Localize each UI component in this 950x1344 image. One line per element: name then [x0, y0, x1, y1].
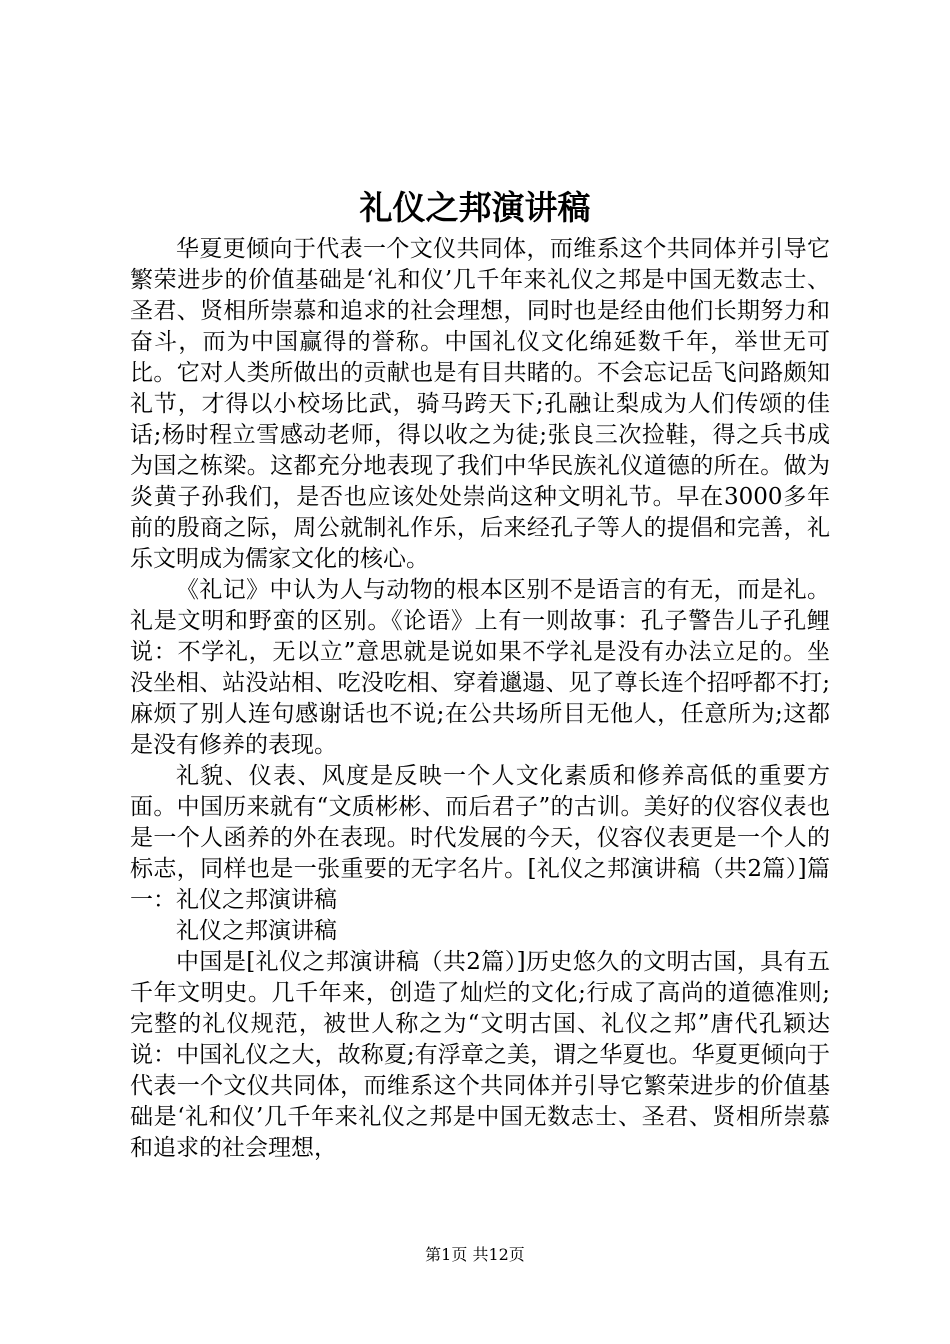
body-paragraph: 中国是[礼仪之邦演讲稿（共2篇）]历史悠久的文明古国，具有五千年文明史。几千年来，创造了灿烂的文化;行成了高尚的道德准则;完整的礼仪规范，被世人称之为“文明古国、礼仪之邦”唐代孔颖达说：中国礼仪之大，故称夏;有浮章之美，谓之华夏也。华夏更倾向于代表一个文仪共同体，而维系这个共同体并引导它繁荣进步的价值基础是‘礼和仪’几千年来礼仪之邦是中国无数志士、圣君、贤相所崇慕和追求的社会理想，	[130, 949, 830, 1161]
body-paragraph: 华夏更倾向于代表一个文仪共同体，而维系这个共同体并引导它繁荣进步的价值基础是‘礼和仪’几千年来礼仪之邦是中国无数志士、圣君、贤相所崇慕和追求的社会理想，同时也是经由他们长期努力和奋斗，而为中国赢得的誉称。中国礼仪文化绵延数千年，举世无可比。它对人类所做出的贡献也是有目共睹的。不会忘记岳飞问路颇知礼节，才得以小校场比武，骑马跨天下;孔融让梨成为人们传颂的佳话;杨时程立雪感动老师，得以收之为徒;张良三次捡鞋，得之兵书成为国之栋梁。这都充分地表现了我们中华民族礼仪道德的所在。做为炎黄子孙我们，是否也应该处处崇尚这种文明礼节。早在3000多年前的殷商之际，周公就制礼作乐，后来经孔子等人的提倡和完善，礼乐文明成为儒家文化的核心。	[130, 236, 830, 572]
section-subheading: 礼仪之邦演讲稿	[176, 918, 337, 944]
document-body	[130, 234, 830, 1164]
page-number-footer: 第1页 共12页	[425, 1245, 525, 1264]
body-paragraph: 礼貌、仪表、风度是反映一个人文化素质和修养高低的重要方面。中国历来就有“文质彬彬、而后君子”的古训。美好的仪容仪表也是一个人函养的外在表现。时代发展的今天，仪容仪表更是一个人的标志，同样也是一张重要的无字名片。[礼仪之邦演讲稿（共2篇）]篇一：礼仪之邦演讲稿	[130, 763, 830, 913]
document-title: 礼仪之邦演讲稿	[359, 188, 591, 227]
body-paragraph: 《礼记》中认为人与动物的根本区别不是语言的有无，而是礼。礼是文明和野蛮的区别。《论语》上有一则故事：孔子警告儿子孔鲤说：不学礼，无以立”意思就是说如果不学礼是没有办法立足的。坐没坐相、站没站相、吃没吃相、穿着邋遢、见了尊长连个招呼都不打;麻烦了别人连句感谢话也不说;在公共场所目无他人，任意所为;这都是没有修养的表现。	[130, 577, 830, 758]
